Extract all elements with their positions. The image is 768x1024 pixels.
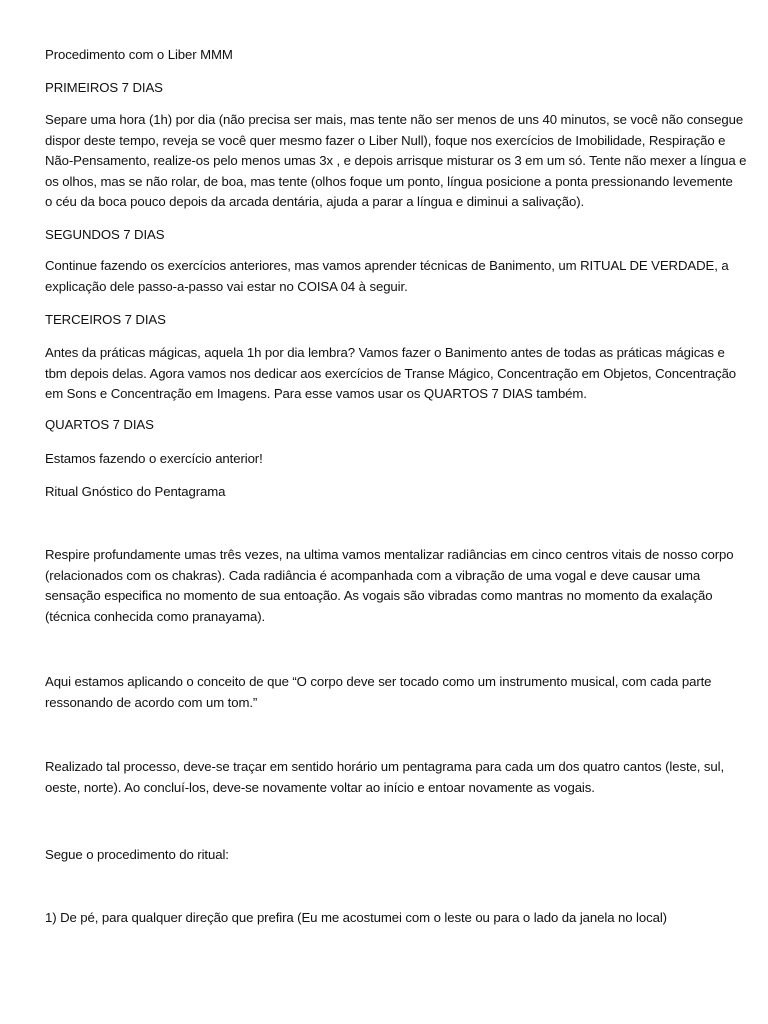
paragraph-segundos <box>45 256 735 297</box>
paragraph-line: Continue fazendo os exercícios anteriores, mas vamos aprender técnicas de Banimento, um RITUAL DE VERDADE, a <box>45 258 729 273</box>
paragraph-line: Aqui estamos aplicando o conceito de que “O corpo deve ser tocado como um instrumento musical, com cada parte <box>45 674 712 689</box>
paragraph-line: (técnica conhecida como pranayama). <box>45 608 266 624</box>
paragraph-respire <box>45 545 735 627</box>
paragraph-line: Respire profundamente umas três vezes, na ultima vamos mentalizar radiâncias em cinco centros vitais de nosso corpo <box>45 547 734 562</box>
paragraph-line: Realizado tal processo, deve-se traçar em sentido horário um pentagrama para cada um dos quatro cantos (leste, sul, <box>45 759 725 774</box>
paragraph-line: o céu da boca pouco depois da arcada dentária, ajuda a parar a língua e diminui a salivação). <box>45 194 585 210</box>
paragraph-step-1: 1) De pé, para qualquer direção que prefira (Eu me acostumei com o leste ou para o lado da janela no local) <box>45 910 667 925</box>
heading-segundos-7-dias: SEGUNDOS 7 DIAS <box>45 227 165 242</box>
paragraph-line: oeste, norte). Ao concluí-los, deve-se novamente voltar ao início e entoar novamente as vogais. <box>45 779 595 795</box>
paragraph-line: Não-Pensamento, realize-os pelo menos umas 3x , e depois arrisque misturar os 3 em um só. Tente não mexer a língua e <box>45 153 747 169</box>
paragraph-line: tbm depois delas. Agora vamos nos dedicar aos exercícios de Transe Mágico, Concentração em Objetos, Concentração <box>45 365 737 381</box>
heading-terceiros-7-dias: TERCEIROS 7 DIAS <box>45 312 166 327</box>
paragraph-line: dispor deste tempo, reveja se você quer mesmo fazer o Liber Null), foque nos exercícios de Imobilidade, Respiração e <box>45 132 726 148</box>
paragraph-line: sensação especifica no momento de sua entoação. As vogais são vibradas como mantras no momento da exalação <box>45 588 713 604</box>
paragraph-line: (relacionados com os chakras). Cada radiância é acompanhada com a vibração de uma vogal e deve causar uma <box>45 567 701 583</box>
heading-ritual-gnostico: Ritual Gnóstico do Pentagrama <box>45 484 226 499</box>
paragraph-segue: Segue o procedimento do ritual: <box>45 847 229 862</box>
paragraph-line: ressonando de acordo com um tom.” <box>45 694 258 710</box>
paragraph-aqui <box>45 672 735 713</box>
paragraph-primeiros <box>45 110 747 213</box>
paragraph-realizado <box>45 757 735 798</box>
heading-quartos-7-dias: QUARTOS 7 DIAS <box>45 417 154 432</box>
paragraph-line: Separe uma hora (1h) por dia (não precisa ser mais, mas tente não ser menos de uns 40 minutos, se você não consegue <box>45 112 744 127</box>
paragraph-line: Antes da práticas mágicas, aquela 1h por dia lembra? Vamos fazer o Banimento antes de todas as práticas mágicas e <box>45 345 725 360</box>
paragraph-line: explicação dele passo-a-passo vai estar no COISA 04 à seguir. <box>45 278 408 294</box>
paragraph-terceiros <box>45 343 735 405</box>
paragraph-line: em Sons e Concentração em Imagens. Para esse vamos usar os QUARTOS 7 DIAS também. <box>45 386 587 402</box>
paragraph-quartos: Estamos fazendo o exercício anterior! <box>45 451 263 466</box>
document-title: Procedimento com o Liber MMM <box>45 47 233 62</box>
heading-primeiros-7-dias: PRIMEIROS 7 DIAS <box>45 80 163 95</box>
paragraph-line: os olhos, mas se não rolar, de boa, mas tente (olhos foque um ponto, língua posicione a ponta pressionando levemente <box>45 173 733 189</box>
